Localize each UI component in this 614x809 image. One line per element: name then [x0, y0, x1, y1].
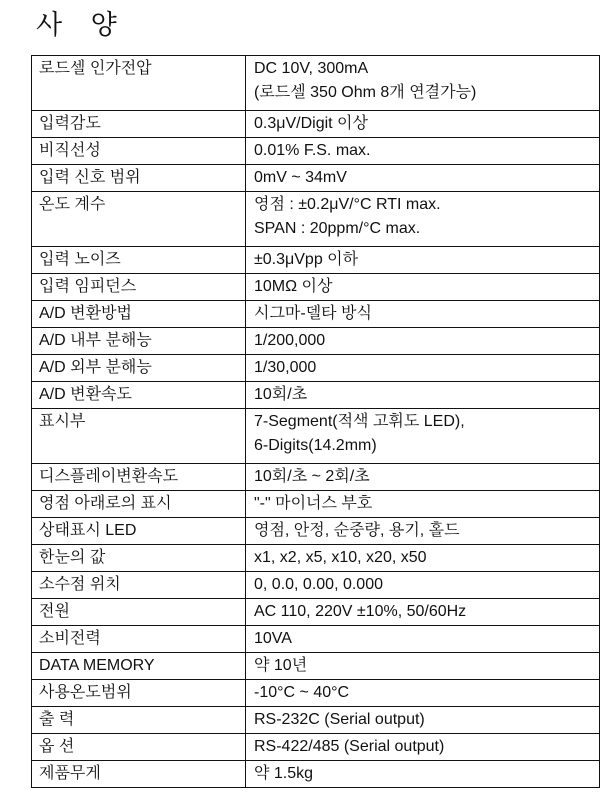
spec-value-line: 1/30,000	[254, 359, 317, 376]
spec-row	[32, 653, 600, 680]
spec-value-line: 시그마-델타 방식	[254, 305, 372, 322]
spec-label: 전원	[32, 599, 246, 626]
spec-value-line: x1, x2, x5, x10, x20, x50	[254, 549, 427, 566]
spec-row	[32, 626, 600, 653]
spec-row	[32, 545, 600, 572]
spec-label: 제품무게	[32, 761, 246, 788]
spec-value-line: 영점, 안정, 순중량, 용기, 홀드	[254, 522, 460, 539]
spec-value-line: 10MΩ 이상	[254, 278, 333, 295]
spec-value	[246, 56, 600, 111]
spec-value-line: 약 10년	[254, 657, 308, 674]
spec-value	[246, 761, 600, 788]
page-title: 사 양	[36, 10, 127, 41]
spec-value-line: 6-Digits(14.2mm)	[254, 437, 377, 454]
spec-row	[32, 111, 600, 138]
spec-table-body	[32, 56, 600, 788]
spec-value	[246, 247, 600, 274]
spec-label: 표시부	[32, 409, 246, 464]
spec-value	[246, 409, 600, 464]
spec-value	[246, 328, 600, 355]
spec-label: 비직선성	[32, 138, 246, 165]
spec-value	[246, 599, 600, 626]
spec-value	[246, 572, 600, 599]
spec-value	[246, 138, 600, 165]
spec-value-line: RS-422/485 (Serial output)	[254, 738, 445, 755]
spec-row	[32, 491, 600, 518]
spec-label: 입력 노이즈	[32, 247, 246, 274]
spec-label: 출 력	[32, 707, 246, 734]
spec-row	[32, 409, 600, 464]
spec-value	[246, 680, 600, 707]
spec-value-line: 0.01% F.S. max.	[254, 142, 371, 159]
spec-value-line: 10회/초	[254, 386, 308, 403]
spec-value	[246, 545, 600, 572]
spec-value	[246, 518, 600, 545]
spec-value-line: ±0.3μVpp 이하	[254, 251, 359, 268]
spec-label: 입력감도	[32, 111, 246, 138]
spec-value	[246, 734, 600, 761]
spec-row	[32, 56, 600, 111]
spec-label: 온도 계수	[32, 192, 246, 247]
spec-label: A/D 변환방법	[32, 301, 246, 328]
spec-row	[32, 165, 600, 192]
spec-value-line: 0mV ~ 34mV	[254, 169, 347, 186]
spec-label: 로드셀 인가전압	[32, 56, 246, 111]
spec-value-line: (로드셀 350 Ohm 8개 연결가능)	[254, 84, 477, 101]
spec-label: A/D 변환속도	[32, 382, 246, 409]
spec-label: 사용온도범위	[32, 680, 246, 707]
spec-value	[246, 382, 600, 409]
spec-value-line: 7-Segment(적색 고휘도 LED),	[254, 413, 465, 430]
spec-value	[246, 165, 600, 192]
spec-value-line: RS-232C (Serial output)	[254, 711, 425, 728]
spec-label: A/D 내부 분해능	[32, 328, 246, 355]
spec-value	[246, 301, 600, 328]
spec-row	[32, 518, 600, 545]
spec-value	[246, 111, 600, 138]
spec-value-line: "-" 마이너스 부호	[254, 495, 373, 512]
spec-row	[32, 138, 600, 165]
spec-label: 한눈의 값	[32, 545, 246, 572]
spec-value-line: AC 110, 220V ±10%, 50/60Hz	[254, 603, 467, 620]
spec-row	[32, 599, 600, 626]
spec-value	[246, 192, 600, 247]
spec-table	[31, 55, 600, 788]
spec-row	[32, 707, 600, 734]
spec-row	[32, 301, 600, 328]
spec-row	[32, 572, 600, 599]
spec-row	[32, 382, 600, 409]
spec-label: DATA MEMORY	[32, 653, 246, 680]
spec-value-line: DC 10V, 300mA	[254, 60, 369, 77]
spec-value-line: -10°C ~ 40°C	[254, 684, 350, 701]
spec-value	[246, 274, 600, 301]
spec-row	[32, 355, 600, 382]
spec-value-line: 영점 : ±0.2μV/°C RTI max.	[254, 196, 441, 213]
spec-value	[246, 707, 600, 734]
spec-value-line: 0, 0.0, 0.00, 0.000	[254, 576, 383, 593]
spec-value-line: 10회/초 ~ 2회/초	[254, 468, 370, 485]
spec-value	[246, 653, 600, 680]
spec-value-line: 약 1.5kg	[254, 765, 314, 782]
spec-label: 소비전력	[32, 626, 246, 653]
spec-row	[32, 734, 600, 761]
spec-label: 상태표시 LED	[32, 518, 246, 545]
spec-row	[32, 761, 600, 788]
spec-row	[32, 192, 600, 247]
spec-value	[246, 626, 600, 653]
spec-label: 입력 임피던스	[32, 274, 246, 301]
spec-value	[246, 464, 600, 491]
spec-row	[32, 328, 600, 355]
spec-label: 입력 신호 범위	[32, 165, 246, 192]
spec-value	[246, 491, 600, 518]
spec-label: 소수점 위치	[32, 572, 246, 599]
spec-value-line: 1/200,000	[254, 332, 326, 349]
spec-value-line: SPAN : 20ppm/°C max.	[254, 220, 421, 237]
spec-label: 옵 션	[32, 734, 246, 761]
spec-value	[246, 355, 600, 382]
spec-value-line: 10VA	[254, 630, 292, 647]
spec-value-line: 0.3μV/Digit 이상	[254, 115, 368, 132]
spec-row	[32, 274, 600, 301]
spec-label: 영점 아래로의 표시	[32, 491, 246, 518]
spec-label: 디스플레이변환속도	[32, 464, 246, 491]
spec-row	[32, 680, 600, 707]
spec-label: A/D 외부 분해능	[32, 355, 246, 382]
spec-row	[32, 464, 600, 491]
spec-row	[32, 247, 600, 274]
